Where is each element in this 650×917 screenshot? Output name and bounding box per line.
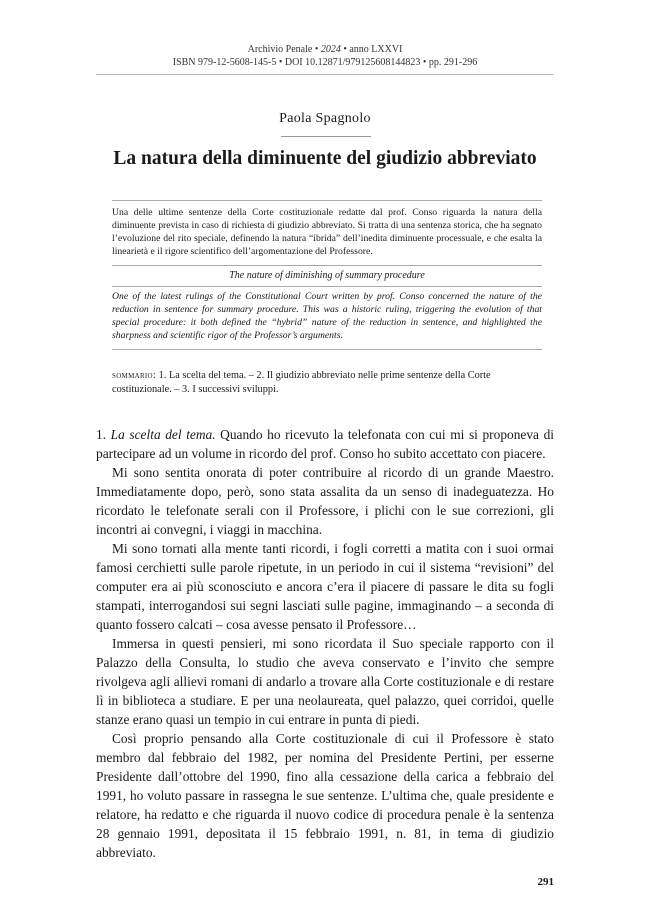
header-rule <box>96 74 554 75</box>
abstract-bottom-rule <box>112 349 542 350</box>
abstract-top-rule <box>112 200 542 201</box>
summary-label: sommario: <box>112 370 157 381</box>
journal-isbn-doi: ISBN 979-12-5608-145-5 • DOI 10.12871/97912560814482​3 • pp. 291-296 <box>172 57 478 68</box>
abstract-italian: Una delle ultime sentenze della Corte costituzionale redatte dal prof. Conso riguarda la natura della diminuente prevista in caso di richiesta di giudizio abbreviato. Si tratta di una sentenza storica, che ha segnato l’evoluzione del rito speciale, definendo la natura “ibrida” dell’inedita diminuente processuale, e che esalta la linearietà e il rigore scientifico dell’argomentazione del Professore. <box>112 207 542 257</box>
article-title: La natura della diminuente del giudizio abbreviato <box>113 148 537 169</box>
section-title: La scelta del tema. <box>110 427 216 442</box>
page-number: 291 <box>537 876 554 888</box>
paragraph-1: 1. La scelta del tema. Quando ho ricevuto la telefonata con cui mi si proponeva di partecipare ad un volume in ricordo del prof. Conso ho subito accettato con piacere. <box>96 427 555 461</box>
article-body <box>96 425 554 862</box>
paragraph-3: Mi sono tornati alla mente tanti ricordi, i fogli corretti a matita con i suoi ormai famosi cerchietti sulle parole ripetute, in un periodo in cui il sistema “revisioni” del computer era ai più sconosciuto e ancora c’era il piacere di passare le dita su fogli stampati, interrogandosi sui segni lasciati sulle pagine, immaginando – a seconda di quanto fossero calcati – cosa avesse pensato il Professore… <box>96 541 554 632</box>
paragraph-5: Così proprio pensando alla Corte costituzionale di cui il Professore è stato membro dal febbraio del 1982, per nomina del Presidente Pertini, per esserne Presidente dall’ottobre del 1990, fino alla cessazione della carica a febbraio del 1991, ho voluto passare in rassegna le sue sentenze. L’ultima che, quale presidente e relatore, ha redatto e che riguarda il nuovo codice di procedura penale è la sentenza 28 gennaio 1991, depositata il 15 febbraio 1991, n. 81, in tema di giudizio abbreviato. <box>96 731 554 860</box>
section-number: 1. <box>96 427 111 442</box>
journal-year: 2024 <box>320 44 341 55</box>
paragraph-4: Immersa in questi pensieri, mi sono ricordata il Suo speciale rapporto con il Palazzo della Consulta, lo studio che aveva conservato e l’invito che sempre rivolgeva agli allievi romani di andarlo a trovare alla Corte costituzionale e di restare lì in biblioteca a studiare. E per una neolaureata, quel palazzo, quei corridoi, quelle stanze erano quasi un tempio in cui entrare in punta di piedi. <box>96 636 554 727</box>
abstract-separator-rule-2 <box>112 286 542 287</box>
summary <box>112 369 542 397</box>
english-title: The nature of diminishing of summary procedure <box>229 270 425 281</box>
author-rule <box>281 136 371 137</box>
abstract-english: One of the latest rulings of the Constitutional Court written by prof. Conso concerned the nature of the reduction in sentence for summary procedure. This was a historic ruling, triggering the evolution of that special procedure: it both defined the “hybrid” nature of the reduction in sentence, and highlighted the sharpness and scientific rigor of the Professor’s arguments. <box>112 291 542 341</box>
paragraph-2: Mi sono sentita onorata di poter contribuire al ricordo di un grande Maestro. Immediatamente dopo, però, sono stata assalita da un senso di inadeguatezza. Ho ricordato le telefonate serali con il Professore, i plichi con le sue correzioni, gli incontri ai convegni, i viaggi in macchina. <box>96 465 554 537</box>
journal-header-line: Archivio Penale • 2024 • anno LXXVI <box>247 44 403 55</box>
abstract-separator-rule <box>112 265 542 266</box>
summary-text: 1. La scelta del tema. – 2. Il giudizio abbreviato nelle prime sentenze della Corte costituzionale. – 3. I successivi sviluppi. <box>112 370 491 395</box>
article-author: Paola Spagnolo <box>279 111 371 126</box>
